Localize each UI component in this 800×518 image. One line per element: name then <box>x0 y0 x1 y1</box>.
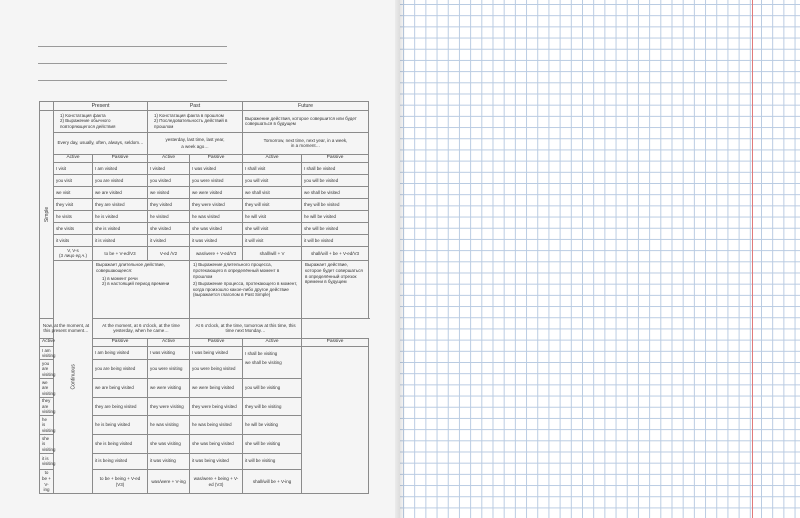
simple-past-use-2: Последовательность действий в прошлом <box>154 118 228 129</box>
simple-cell: he is visited <box>93 210 148 222</box>
simple-present-passive-header: Passive <box>93 154 148 162</box>
continuous-cell: they will be visiting <box>243 397 302 416</box>
continuous-cell: it will be visiting <box>243 453 302 469</box>
continuous-future-passive-header: Passive <box>302 338 369 346</box>
simple-past-passive-header: Passive <box>190 154 243 162</box>
simple-present-markers: Every day, usually, often, always, seldom… <box>54 132 148 154</box>
simple-cell: he will visit <box>243 210 302 222</box>
simple-cell: they will be visited <box>302 198 369 210</box>
continuous-cell: we are visiting <box>40 378 54 397</box>
continuous-present-passive-header: Passive <box>93 338 148 346</box>
simple-past-passive-formula: was/were + V-ed/V3 <box>190 246 243 260</box>
simple-cell: it is visited <box>93 234 148 246</box>
continuous-present-use-n2: 2) <box>102 281 107 287</box>
margin-line <box>752 0 753 518</box>
continuous-past-use-1: 1) Выражение длительного процесса, протекающего в определённый момент в прошлом <box>193 262 280 279</box>
simple-future-active-header: Active <box>243 154 302 162</box>
continuous-present-markers: Now, at the moment, at this present moment… <box>40 318 93 338</box>
tenses-table <box>39 101 369 494</box>
simple-future-markers-2: in a moment… <box>290 143 321 149</box>
continuous-cell: I am visiting <box>40 347 54 360</box>
graph-paper-page <box>400 0 800 518</box>
simple-cell: we visited <box>148 186 190 198</box>
header-future: Future <box>243 102 369 111</box>
continuous-cell: I shall be visiting <box>243 347 302 360</box>
simple-cell: she visits <box>54 222 93 234</box>
simple-cell: he was visited <box>190 210 243 222</box>
continuous-cell: we shall be visiting <box>243 360 302 379</box>
header-present: Present <box>54 102 148 111</box>
simple-cell: it will visit <box>243 234 302 246</box>
continuous-cell: it was visiting <box>148 453 190 469</box>
continuous-past-passive-formula: was/were + being + V-ed (V3) <box>190 469 243 494</box>
simple-cell: you visited <box>148 174 190 186</box>
simple-cell: I visited <box>148 162 190 174</box>
writing-line-3 <box>38 80 227 81</box>
simple-row <box>40 210 369 222</box>
notebook-spine <box>395 0 405 518</box>
continuous-present-use-1: в момент речи <box>107 275 138 281</box>
continuous-cell: he is visiting <box>40 416 54 435</box>
simple-future-passive-formula: shall/will + be + V-ed/V3 <box>302 246 369 260</box>
simple-cell: they were visited <box>190 198 243 210</box>
continuous-cell: she is visiting <box>40 434 54 453</box>
simple-cell: I am visited <box>93 162 148 174</box>
continuous-past-passive-header: Passive <box>190 338 243 346</box>
continuous-cell: you are visiting <box>40 360 54 379</box>
continuous-cell: you will be visiting <box>243 378 302 397</box>
continuous-present-use-intro: Выражает длительное действие, совершающееся: <box>96 262 165 273</box>
continuous-present-passive-formula: to be + being + V-ed (V3) <box>93 469 148 494</box>
simple-cell: she will visit <box>243 222 302 234</box>
continuous-cell: I was visiting <box>148 347 190 360</box>
simple-present-use <box>54 110 148 132</box>
simple-cell: it visited <box>148 234 190 246</box>
simple-cell: we shall be visited <box>302 186 369 198</box>
continuous-cell: you were being visited <box>190 360 243 379</box>
simple-cell: we are visited <box>93 186 148 198</box>
continuous-future-markers: At 6 o'clock, at the time, tomorrow at this time, this time next Monday… <box>190 318 302 338</box>
simple-cell: you will be visited <box>302 174 369 186</box>
continuous-cell: he was being visited <box>190 416 243 435</box>
simple-cell: they visit <box>54 198 93 210</box>
simple-future-markers <box>243 132 369 154</box>
continuous-cell: it was being visited <box>190 453 243 469</box>
simple-cell: she was visited <box>190 222 243 234</box>
continuous-cell: she is being visited <box>93 434 148 453</box>
continuous-future-use: Выражает действие, которое будет совершаться в определённый отрезок времени в будущем <box>302 260 369 318</box>
simple-row <box>40 234 369 246</box>
continuous-cell: she was visiting <box>148 434 190 453</box>
continuous-cell: we are being visited <box>93 378 148 397</box>
simple-cell: we shall visit <box>243 186 302 198</box>
simple-cell: I visit <box>54 162 93 174</box>
continuous-cell: he will be visiting <box>243 416 302 435</box>
simple-cell: you were visited <box>190 174 243 186</box>
continuous-present-use-2: в настоящий период времени <box>107 281 170 287</box>
continuous-cell: I am being visited <box>93 347 148 360</box>
simple-present-active-formula <box>54 246 93 260</box>
simple-present-active-header: Active <box>54 154 93 162</box>
simple-past-markers-1: yesterday, last time, last year, <box>165 136 225 142</box>
continuous-cell: you are being visited <box>93 360 148 379</box>
simple-row <box>40 186 369 198</box>
simple-past-active-header: Active <box>148 154 190 162</box>
continuous-cell: we were being visited <box>190 378 243 397</box>
continuous-cell: they are being visited <box>93 397 148 416</box>
continuous-cell: she will be visiting <box>243 434 302 453</box>
continuous-present-active-header: Active <box>40 338 54 346</box>
simple-past-markers <box>148 132 243 154</box>
simple-present-use-1: Констатация факта <box>65 112 106 118</box>
simple-cell: you are visited <box>93 174 148 186</box>
continuous-cell: you were visiting <box>148 360 190 379</box>
continuous-past-active-header: Active <box>148 338 190 346</box>
simple-past-active-formula: V-ed /V2 <box>148 246 190 260</box>
simple-past-use-1: Констатация факта в прошлом <box>159 112 224 118</box>
writing-line-1 <box>38 46 227 47</box>
continuous-past-markers: At the moment, at 6 o'clock, at the time yesterday, when he came… <box>93 318 190 338</box>
continuous-cell: I was being visited <box>190 347 243 360</box>
simple-past-markers-2: a week ago… <box>181 144 209 150</box>
simple-cell: he will be visited <box>302 210 369 222</box>
continuous-future-active-formula: shall/will be + V-ing <box>243 469 302 494</box>
simple-present-formula-1: V, V-s <box>67 247 79 253</box>
simple-cell: it will be visited <box>302 234 369 246</box>
simple-row <box>40 222 369 234</box>
writing-line-2 <box>38 63 227 64</box>
simple-future-active-formula: shall/will + V <box>243 246 302 260</box>
simple-present-use-n1: 1) <box>60 112 65 118</box>
simple-cell: I shall be visited <box>302 162 369 174</box>
continuous-present-active-formula: to be + V-ing <box>40 469 54 494</box>
simple-cell: you will visit <box>243 174 302 186</box>
simple-label: Simple <box>40 110 54 318</box>
simple-present-use-n2: 2) <box>60 118 65 124</box>
continuous-cell: we were visiting <box>148 378 190 397</box>
simple-cell: you visit <box>54 174 93 186</box>
simple-cell: she is visited <box>93 222 148 234</box>
continuous-cell: they are visiting <box>40 397 54 416</box>
simple-future-use: Выражение действия, которое совершится или будет совершаться в будущем <box>243 110 369 132</box>
continuous-cell: they were visiting <box>148 397 190 416</box>
simple-cell: he visited <box>148 210 190 222</box>
simple-cell: he visits <box>54 210 93 222</box>
simple-cell: I shall visit <box>243 162 302 174</box>
continuous-cell: it is visiting <box>40 453 54 469</box>
simple-cell: she will be visited <box>302 222 369 234</box>
continuous-present-use-n1: 1) <box>102 275 107 281</box>
simple-row <box>40 174 369 186</box>
continuous-cell: she was being visited <box>190 434 243 453</box>
simple-cell: we visit <box>54 186 93 198</box>
simple-present-use-2: Выражение обычного повторяющегося действия <box>60 118 116 129</box>
corner-cell <box>40 102 54 111</box>
simple-cell: it was visited <box>190 234 243 246</box>
continuous-present-use <box>93 260 190 318</box>
simple-row <box>40 198 369 210</box>
continuous-cell: it is being visited <box>93 453 148 469</box>
simple-cell: they are visited <box>93 198 148 210</box>
simple-present-passive-formula: to be + V-ed/V3 <box>93 246 148 260</box>
simple-past-use-n1: 1) <box>154 112 159 118</box>
continuous-future-passive-empty <box>302 347 369 494</box>
simple-cell: they visited <box>148 198 190 210</box>
continuous-past-use-2: 2) Выражение процесса, протекающего в момент, когда произошло какое-либо другое действие (выражается глаголом в Past Simple) <box>193 281 298 298</box>
continuous-past-active-formula: was/were + V-ing <box>148 469 190 494</box>
simple-present-formula-2: (3 лицо ед.ч.) <box>58 253 88 259</box>
continuous-cell: he is being visited <box>93 416 148 435</box>
simple-row <box>40 162 369 174</box>
continuous-cell: they were being visited <box>190 397 243 416</box>
simple-cell: I was visited <box>190 162 243 174</box>
header-past: Past <box>148 102 243 111</box>
continuous-cell: he was visiting <box>148 416 190 435</box>
continuous-future-active-header: Active <box>243 338 302 346</box>
simple-cell: she visited <box>148 222 190 234</box>
simple-future-passive-header: Passive <box>302 154 369 162</box>
continuous-label: Continuous <box>54 260 93 493</box>
simple-cell: we were visited <box>190 186 243 198</box>
continuous-past-use <box>190 260 302 318</box>
simple-future-markers-1: Tomorrow, next time, next year, in a week, <box>263 137 348 143</box>
simple-cell: it visits <box>54 234 93 246</box>
simple-past-use-n2: 2) <box>154 118 159 124</box>
simple-cell: they will visit <box>243 198 302 210</box>
simple-past-use <box>148 110 243 132</box>
